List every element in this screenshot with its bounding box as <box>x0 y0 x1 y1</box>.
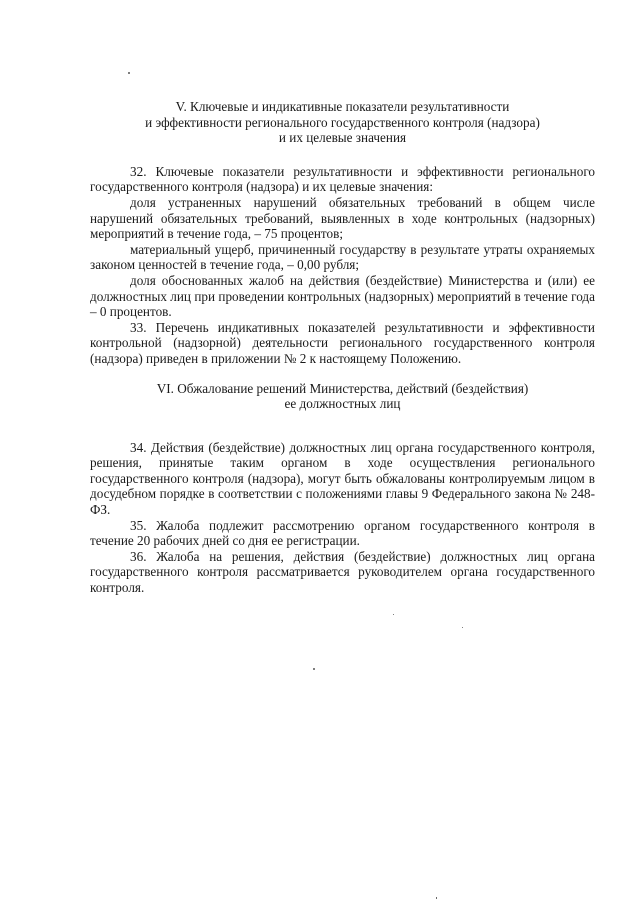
paragraph-32-item-3: доля обоснованных жалоб на действия (бездействие) Министерства и (или) ее должностных лиц при проведении контрольных (надзорных) мероприятий в течение года – 0 процентов. <box>90 272 595 320</box>
scan-speck <box>462 627 463 628</box>
paragraph-32-item-2: материальный ущерб, причиненный государству в результате утраты охраняемых законом ценностей в течение года, – 0,00 рубля; <box>90 241 595 273</box>
section-5-heading-line: и эффективности регионального государственного контроля (надзора) <box>145 114 540 130</box>
document-page <box>90 99 595 596</box>
scan-speck <box>313 668 315 670</box>
section-5-heading-line: V. Ключевые и индикативные показатели результативности <box>175 99 510 114</box>
section-6-heading <box>90 381 595 412</box>
section-5-body <box>90 164 595 367</box>
paragraph-36: 36. Жалоба на решения, действия (бездействие) должностных лиц органа государственного контроля рассматривается руководителем органа государственного контроля. <box>90 548 595 596</box>
section-6-heading-line: ее должностных лиц <box>284 396 401 412</box>
paragraph-34: 34. Действия (бездействие) должностных лиц органа государственного контроля, решения, принятые таким органом в ходе осуществления регионального государственного контроля (надзора), могут быть обжалованы контролируемым лицом в досудебном порядке в соответствии с положениями главы 9 Федерального закона № 248-ФЗ. <box>90 439 595 518</box>
paragraph-32: 32. Ключевые показатели результативности и эффективности регионального государственного контроля (надзора) и их целевые значения: <box>90 163 595 195</box>
section-6-heading-line: VI. Обжалование решений Министерства, действий (бездействия) <box>156 380 529 396</box>
paragraph-33: 33. Перечень индикативных показателей результативности и эффективности контрольной (надзорной) деятельности регионального государственного контроля (надзора) приведен в приложении № 2 к настоящему Положению. <box>90 319 595 366</box>
scan-speck <box>128 72 130 74</box>
scan-speck <box>393 614 394 615</box>
section-6-body <box>90 440 595 596</box>
scan-speck <box>436 897 437 899</box>
section-5-heading-line: и их целевые значения <box>278 130 407 146</box>
paragraph-35: 35. Жалоба подлежит рассмотрению органом государственного контроля в течение 20 рабочих дней со дня ее регистрации. <box>90 517 595 549</box>
section-5-heading <box>90 99 595 146</box>
paragraph-32-item-1: доля устраненных нарушений обязательных требований в общем числе нарушений обязательных требований, выявленных в ходе контрольных (надзорных) мероприятий в течение года, – 75 процентов; <box>90 194 595 242</box>
